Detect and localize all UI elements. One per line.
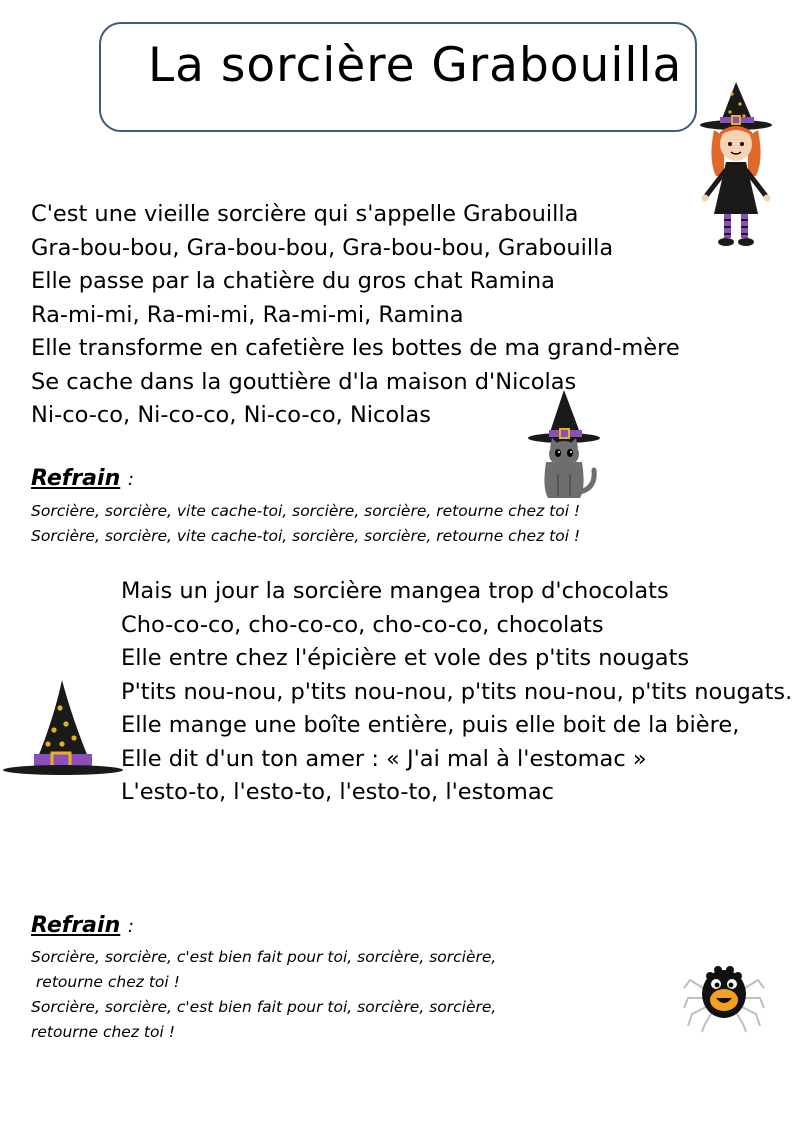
refrain-colon: :: [127, 916, 134, 937]
witch-icon: [698, 80, 776, 248]
refrain-1: [31, 499, 580, 549]
verse-line: Elle passe par la chatière du gros chat Ramina: [31, 268, 555, 294]
verse-line: Ni-co-co, Ni-co-co, Ni-co-co, Nicolas: [31, 402, 431, 428]
verse-2: [121, 575, 793, 810]
verse-line: Elle dit d'un ton amer : « J'ai mal à l'estomac »: [121, 745, 647, 772]
refrain-label: Refrain: [31, 466, 121, 491]
verse-line: Elle mange une boîte entière, puis elle boit de la bière,: [121, 712, 740, 738]
refrain-line: retourne chez toi !: [31, 1023, 175, 1041]
refrain-colon: :: [127, 469, 134, 490]
witch-hat-icon: [2, 678, 124, 778]
cat-in-hat-icon: [524, 388, 600, 502]
refrain-line: retourne chez toi !: [31, 973, 180, 991]
verse-line: P'tits nou-nou, p'tits nou-nou, p'tits nou-nou, p'tits nougats.: [121, 678, 793, 705]
refrain-line: Sorcière, sorcière, c'est bien fait pour toi, sorcière, sorcière,: [31, 998, 497, 1016]
refrain-label: Refrain: [31, 913, 121, 938]
verse-line: Ra-mi-mi, Ra-mi-mi, Ra-mi-mi, Ramina: [31, 301, 464, 328]
refrain-line: Sorcière, sorcière, vite cache-toi, sorcière, sorcière, retourne chez toi !: [31, 502, 581, 520]
refrain-heading: [31, 913, 134, 938]
verse-line: Gra-bou-bou, Gra-bou-bou, Gra-bou-bou, Grabouilla: [31, 234, 614, 261]
verse-line: Se cache dans la gouttière d'la maison d'Nicolas: [31, 368, 577, 395]
refrain-2: [31, 945, 496, 1045]
spider-icon: [682, 954, 766, 1034]
verse-line: Elle transforme en cafetière les bottes de ma grand-mère: [31, 335, 680, 361]
page-title: La sorcière Grabouilla: [148, 38, 683, 93]
verse-line: Elle entre chez l'épicière et vole des p'tits nougats: [121, 645, 690, 671]
refrain-line: Sorcière, sorcière, vite cache-toi, sorcière, sorcière, retourne chez toi !: [31, 527, 581, 545]
refrain-heading: [31, 466, 134, 491]
verse-line: C'est une vieille sorcière qui s'appelle Grabouilla: [31, 201, 579, 227]
verse-line: Mais un jour la sorcière mangea trop d'chocolats: [121, 578, 669, 604]
verse-line: L'esto-to, l'esto-to, l'esto-to, l'estomac: [121, 779, 555, 805]
refrain-line: Sorcière, sorcière, c'est bien fait pour toi, sorcière, sorcière,: [31, 948, 497, 966]
verse-line: Cho-co-co, cho-co-co, cho-co-co, chocolats: [121, 611, 604, 638]
